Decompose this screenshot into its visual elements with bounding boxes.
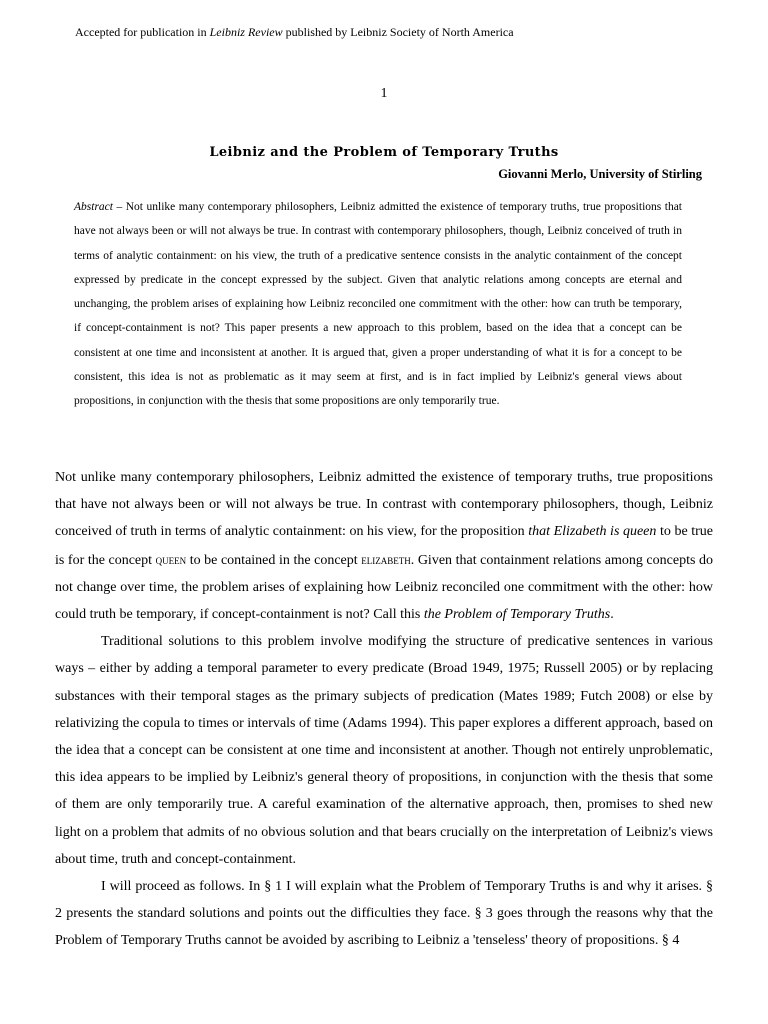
emphasis: the Problem of Temporary Truths (423, 607, 611, 623)
author-line: Giovanni Merlo, University of Stirling (498, 167, 702, 181)
abstract-label: Abstract (74, 201, 113, 213)
small-caps-concept: elizabeth (361, 551, 411, 567)
publication-note-suffix: published by Leibniz Society of North America (282, 25, 514, 39)
body-paragraph-1 (55, 464, 713, 628)
text-run: to be true is for the concept (55, 524, 713, 568)
page-number: 1 (380, 86, 388, 101)
text-run: . (610, 607, 614, 623)
abstract-text: – Not unlike many contemporary philosophers, Leibniz admitted the existence of temporary truths, true propositions that have not always been or will not always be true. In contrast with contemporary philosophers, though, Leibniz conceived of truth in terms of analytic containment: on his view, the truth of a predicative sentence consists in the analytic containment of the concept expressed by predicate in the concept expressed by the subject. Given that analytic relations among concepts are eternal and unchanging, the problem arises of explaining how Leibniz reconciled one commitment with the other: how can truth be temporary, if concept-containment is not? This paper presents a new approach to this problem, based on the idea that a concept can be consistent at one time and inconsistent at another. It is argued that, given a proper understanding of what it is for a concept to be consistent, this idea is not as problematic as it may seem at first, and is in fact implied by Leibniz's general views about propositions, in conjunction with the thesis that some propositions are only temporarily true. (74, 201, 682, 408)
body-paragraph-2: Traditional solutions to this problem involve modifying the structure of predicative sentences in various ways – either by adding a temporal parameter to every predicate (Broad 1949, 1975; Russell 2005) or by replacing substances with their temporal stages as the primary subjects of predication (Mates 1989; Futch 2008) or else by relativizing the copula to times or intervals of time (Adams 1994). This paper explores a different approach, based on the idea that a concept can be consistent at one time and inconsistent at another. Though not entirely unproblematic, this idea appears to be implied by Leibniz's general theory of propositions, in conjunction with the thesis that some of them are only temporarily true. A careful examination of the alternative approach, then, promises to shed new light on a problem that admits of no obvious solution and that bears crucially on the interpretation of Leibniz's views about time, truth and concept-containment. (55, 634, 713, 867)
text-run: Not unlike many contemporary philosophers, Leibniz admitted the existence of temporary truths, true propositions that have not always been or will not always be true. In contrast with contemporary philosophers, though, Leibniz conceived of truth in terms of analytic containment: on his view, for the proposition (55, 470, 713, 540)
body-paragraph-3: I will proceed as follows. In § 1 I will explain what the Problem of Temporary Truths is and why it arises. § 2 presents the standard solutions and points out the difficulties they face. § 3 goes through the reasons why that the Problem of Temporary Truths cannot be avoided by ascribing to Leibniz a 'tenseless' theory of propositions. § 4 (55, 879, 713, 949)
journal-name: Leibniz Review (209, 25, 283, 39)
text-run: . Given that containment relations among concepts do not change over time, the problem arises of explaining how Leibniz reconciled one commitment with the other: how could truth be temporary, if concept-containment is not? Call this (55, 552, 713, 623)
publication-note-prefix: Accepted for publication in (75, 25, 210, 39)
small-caps-concept: queen (155, 551, 187, 567)
publication-note (75, 25, 514, 39)
main-body (55, 464, 713, 955)
emphasis: that Elizabeth is queen (528, 524, 657, 540)
abstract (74, 195, 682, 414)
text-run: to be contained in the concept (186, 552, 362, 568)
paper-title: Leibniz and the Problem of Temporary Truths (209, 145, 559, 160)
